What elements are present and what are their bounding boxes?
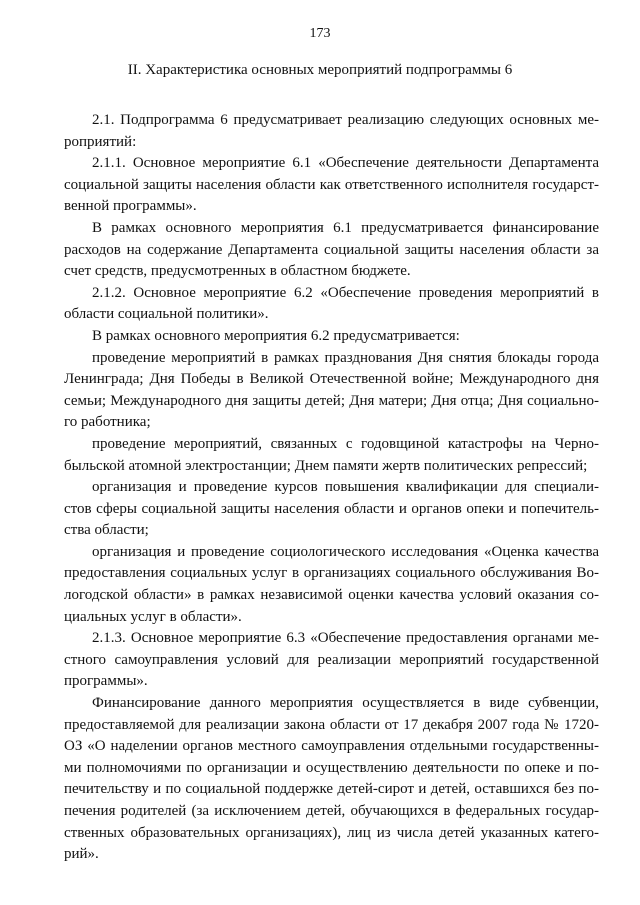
text-line: венной программы». (64, 198, 197, 215)
text-line: 2.1.3. Основное мероприятие 6.3 «Обеспечение предоставления органами ме- (92, 630, 599, 647)
page-number: 173 (309, 26, 331, 41)
paragraph (64, 348, 599, 434)
paragraph (64, 434, 599, 477)
text-line: печительству и по социальной поддержке детей-сирот и детей, оставшихся без по- (64, 781, 599, 798)
text-line: роприятий: (64, 133, 137, 150)
paragraph (64, 693, 599, 866)
text-line: проведение мероприятий, связанных с годовщиной катастрофы на Черно- (92, 435, 599, 452)
text-line: 2.1.2. Основное мероприятие 6.2 «Обеспечение проведения мероприятий в (92, 284, 599, 301)
text-line: организация и проведение курсов повышения квалификации для специали- (92, 479, 599, 496)
paragraph (86, 326, 599, 348)
paragraph (64, 110, 599, 153)
text-line: печения родителей (за исключением детей, обучающихся в федеральных государ- (64, 803, 599, 819)
section-title: II. Характеристика основных мероприятий подпрограммы 6 (127, 62, 513, 78)
text-line: Ленинграда; Дня Победы в Великой Отечественной войне; Международного дня (64, 371, 599, 388)
text-line: Финансирование данного мероприятия осуществляется в виде субвенции, (92, 695, 599, 712)
text-line: 2.1. Подпрограмма 6 предусматривает реализацию следующих основных ме- (92, 112, 599, 128)
text-line: области социальной политики». (64, 306, 269, 323)
text-line: В рамках основного мероприятия 6.2 предусматривается: (92, 327, 460, 344)
text-line: предоставления социальных услуг в организациях социального обслуживания Во- (64, 565, 599, 582)
text-line: расходов на содержание Департамента социальной защиты населения области за (64, 241, 599, 258)
text-line: циальных услуг в области». (64, 608, 242, 625)
text-line: ОЗ «О наделении органов местного самоуправления отдельными государственны- (64, 738, 599, 755)
paragraph (64, 542, 599, 628)
paragraph (64, 477, 599, 542)
text-line: логодской области» в рамках независимой оценки качества условий оказания со- (64, 587, 599, 604)
text-line: счет средств, предусмотренных в областном бюджете. (64, 263, 411, 280)
paragraph (64, 218, 599, 283)
text-line: ми полномочиями по организации и осуществлению деятельности по опеке и по- (64, 759, 599, 776)
paragraph (64, 153, 599, 218)
paragraph (64, 628, 599, 693)
text-line: го работника; (64, 414, 151, 431)
document-body (64, 110, 599, 866)
text-line: программы». (64, 673, 148, 690)
text-line: быльской атомной электростанции; Днем памяти жертв политических репрессий; (64, 457, 588, 474)
text-line: ственных образовательных организациях), лиц из числа детей указанных катего- (64, 824, 599, 841)
text-line: стов сферы социальной защиты населения области и органов опеки и попечитель- (64, 500, 599, 517)
text-line: семьи; Международного дня защиты детей; Дня матери; Дня отца; Дня социально- (64, 392, 599, 409)
text-line: организация и проведение социологического исследования «Оценка качества (92, 543, 599, 560)
text-line: социальной защиты населения области как ответственного исполнителя государст- (64, 176, 599, 193)
paragraph (64, 283, 599, 326)
text-line: рий». (64, 846, 99, 863)
text-line: проведение мероприятий в рамках празднования Дня снятия блокады города (92, 349, 599, 366)
text-line: предоставляемой для реализации закона области от 17 декабря 2007 года № 1720- (64, 716, 599, 733)
text-line: 2.1.1. Основное мероприятие 6.1 «Обеспечение деятельности Департамента (92, 155, 599, 172)
text-line: стного самоуправления условий для реализации мероприятий государственной (64, 651, 599, 668)
text-line: В рамках основного мероприятия 6.1 предусматривается финансирование (92, 219, 599, 236)
text-line: ства области; (64, 522, 149, 539)
